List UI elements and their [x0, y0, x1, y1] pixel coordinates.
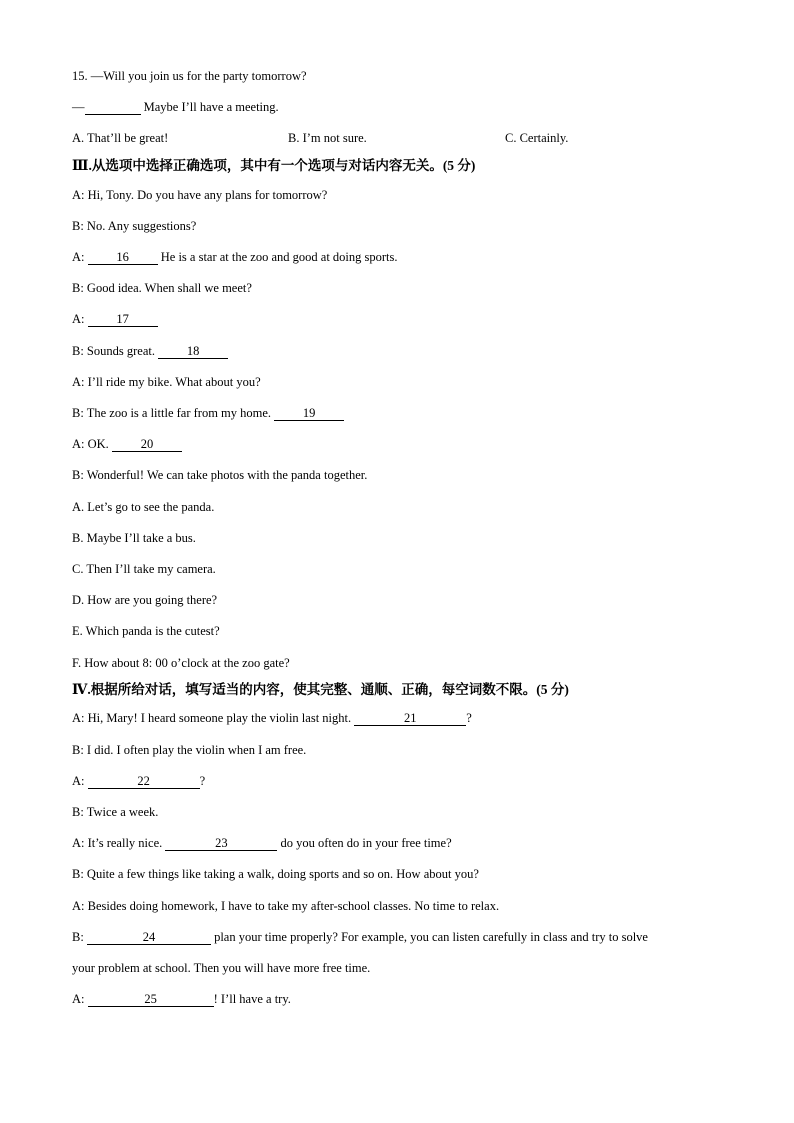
dialogue-line: B: Quite a few things like taking a walk, doing sports and so on. How about you? — [72, 867, 479, 881]
dialogue-line: A: Besides doing homework, I have to take my after-school classes. No time to relax. — [72, 899, 500, 913]
blank-18: 18 — [158, 345, 228, 359]
dialogue-line: your problem at school. Then you will have more free time. — [72, 961, 371, 975]
speaker: A: — [72, 774, 88, 788]
line-text: A: Hi, Mary! I heard someone play the violin last night. — [72, 711, 355, 725]
option-b: B. Maybe I’ll take a bus. — [72, 531, 196, 545]
line-text: B: Sounds great. — [72, 344, 159, 358]
line-text: A: It’s really nice. — [72, 836, 166, 850]
speaker: B: — [72, 930, 87, 944]
line-text: ? — [199, 774, 206, 788]
q15-option-a: A. That’ll be great! — [72, 131, 169, 145]
blank-19: 19 — [274, 407, 344, 421]
option-f: F. How about 8: 00 o’clock at the zoo gate? — [72, 656, 290, 670]
dialogue-line: B: Good idea. When shall we meet? — [72, 281, 252, 295]
dialogue-line: A: I’ll ride my bike. What about you? — [72, 375, 261, 389]
blank-21: 21 — [354, 712, 466, 726]
section4-heading: Ⅳ.根据所给对话，填写适当的内容，使其完整、通顺、正确，每空词数不限。(5 分) — [72, 682, 569, 697]
option-c: C. Then I’ll take my camera. — [72, 562, 216, 576]
blank-16: 16 — [88, 251, 158, 265]
option-d: D. How are you going there? — [72, 593, 218, 607]
dialogue-line: B: Wonderful! We can take photos with the panda together. — [72, 468, 368, 482]
line-text: ? — [466, 711, 472, 725]
dialogue-line — [72, 929, 648, 945]
dialogue-line — [72, 249, 398, 265]
speaker: A: — [72, 250, 88, 264]
blank-23: 23 — [165, 837, 277, 851]
dialogue-line — [72, 991, 291, 1007]
answer-text: Maybe I’ll have a meeting. — [140, 100, 279, 114]
q15-answer-line — [72, 99, 279, 115]
dialogue-line — [72, 343, 228, 359]
line-text: B: The zoo is a little far from my home. — [72, 406, 275, 420]
blank-25: 25 — [88, 993, 214, 1007]
dialogue-line — [72, 311, 158, 327]
line-text: do you often do in your free time? — [277, 836, 452, 850]
dash: — — [72, 100, 85, 114]
answer-blank — [85, 101, 141, 115]
dialogue-line — [72, 835, 452, 851]
dialogue-line — [72, 710, 472, 726]
blank-24: 24 — [87, 931, 211, 945]
speaker: A: — [72, 312, 88, 326]
option-a: A. Let’s go to see the panda. — [72, 500, 215, 514]
blank-17: 17 — [88, 313, 158, 327]
dialogue-line: A: Hi, Tony. Do you have any plans for tomorrow? — [72, 188, 328, 202]
option-e: E. Which panda is the cutest? — [72, 624, 220, 638]
blank-22: 22 — [88, 775, 200, 789]
dialogue-line: B: No. Any suggestions? — [72, 219, 197, 233]
q15-option-b: B. I’m not sure. — [288, 131, 367, 145]
line-text: A: OK. — [72, 437, 112, 451]
q15-option-c: C. Certainly. — [505, 131, 569, 145]
line-text: He is a star at the zoo and good at doing sports. — [157, 250, 398, 264]
speaker: A: — [72, 992, 88, 1006]
dialogue-line — [72, 773, 205, 789]
q15-question: 15. —Will you join us for the party tomorrow? — [72, 69, 307, 83]
line-text: ! I’ll have a try. — [213, 992, 291, 1006]
dialogue-line — [72, 436, 182, 452]
dialogue-line: B: I did. I often play the violin when I am free. — [72, 743, 307, 757]
blank-20: 20 — [112, 438, 182, 452]
section3-heading: Ⅲ.从选项中选择正确选项，其中有一个选项与对话内容无关。(5 分) — [72, 158, 476, 173]
line-text: plan your time properly? For example, you can listen carefully in class and try to solve — [210, 930, 648, 944]
dialogue-line: B: Twice a week. — [72, 805, 159, 819]
dialogue-line — [72, 405, 344, 421]
